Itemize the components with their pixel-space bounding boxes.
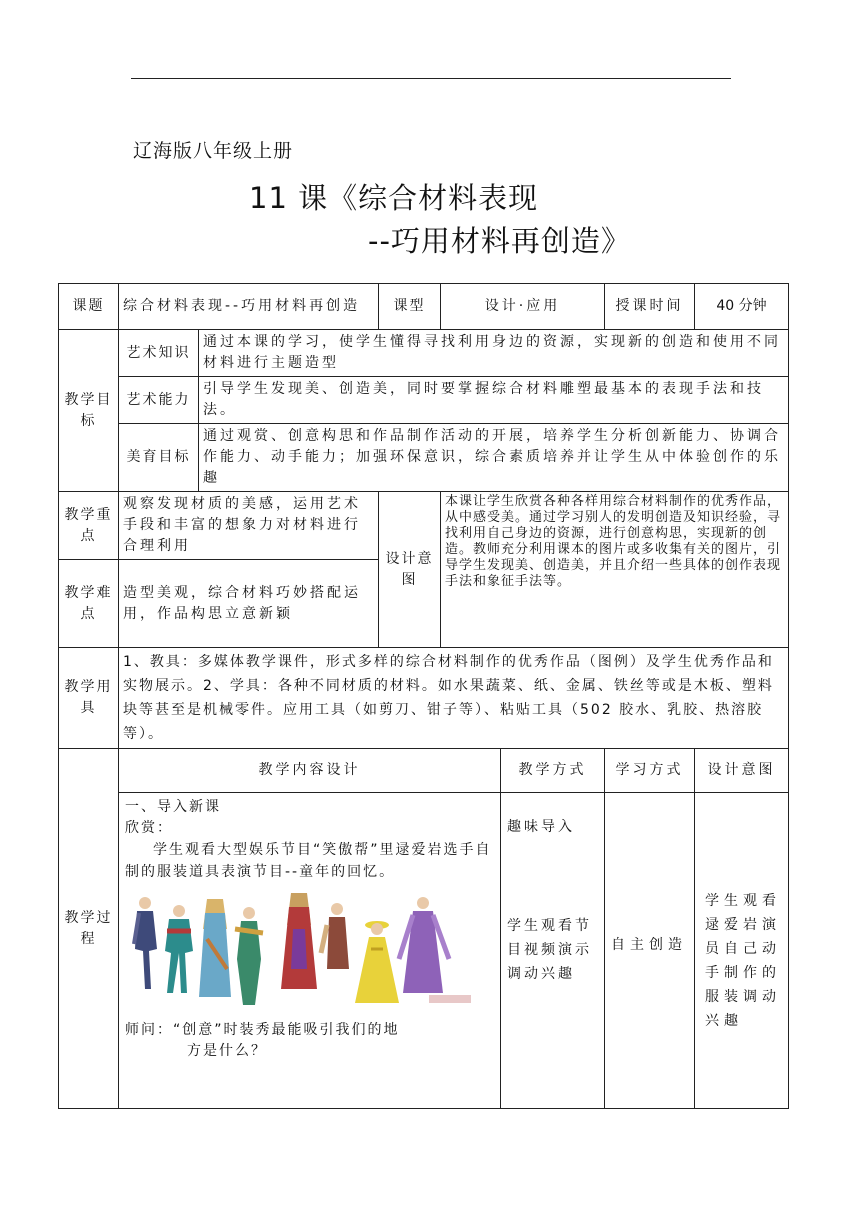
design-intent-label: 设计意图 bbox=[379, 492, 441, 648]
fashion-figure bbox=[165, 905, 193, 993]
tools-label: 教学用具 bbox=[59, 648, 119, 749]
content-cell bbox=[119, 793, 501, 1109]
objective-row bbox=[59, 330, 789, 377]
lesson-plan-table bbox=[58, 283, 789, 1109]
objective-row bbox=[59, 377, 789, 424]
objective-row bbox=[59, 424, 789, 492]
lesson-label: 课题 bbox=[59, 284, 119, 330]
fashion-sketch-illustration bbox=[131, 889, 475, 1007]
content-design-header: 教学内容设计 bbox=[119, 749, 501, 793]
fashion-figure bbox=[399, 897, 449, 993]
lesson-value: 综合材料表现--巧用材料再创造 bbox=[119, 284, 379, 330]
objective-label: 艺术能力 bbox=[119, 377, 199, 424]
method-item: 学生观看节目视频演示调动兴趣 bbox=[507, 918, 593, 982]
fashion-figure bbox=[355, 921, 399, 1003]
fashion-figure bbox=[321, 903, 349, 969]
tools-row bbox=[59, 648, 789, 749]
design-intent-text: 本课让学生欣赏各种各样用综合材料制作的优秀作品，从中感受美。通过学习别人的发明创造及知识经验，寻找利用自己身边的资源，进行创意构思，实现新的创造。教师充分利用课本的图片或多收集有关的图片，引导学生发现美、创造美，并且介绍一些具体的创作表现手法和象征手法等。 bbox=[441, 492, 789, 648]
process-header-row bbox=[59, 749, 789, 793]
type-value: 设计·应用 bbox=[441, 284, 605, 330]
method-cell bbox=[501, 793, 605, 1109]
study-item: 自主创造 bbox=[611, 937, 688, 953]
section-title: 一、导入新课 bbox=[125, 799, 221, 815]
fashion-figure bbox=[281, 893, 317, 989]
objective-label: 美育目标 bbox=[119, 424, 199, 492]
difficulties-label: 教学难点 bbox=[59, 560, 119, 648]
intent-cell bbox=[695, 793, 789, 1109]
key-points-label: 教学重点 bbox=[59, 492, 119, 560]
type-label: 课型 bbox=[379, 284, 441, 330]
objective-text: 通过本课的学习，使学生懂得寻找利用身边的资源，实现新的创造和使用不同材料进行主题造型 bbox=[199, 330, 789, 377]
fashion-figure bbox=[199, 899, 231, 997]
teacher-question-line-1: 师问：“创意”时装秀最能吸引我们的地 bbox=[125, 1022, 400, 1038]
objective-text: 通过观赏、创意构思和作品制作活动的开展，培养学生分析创新能力、协调合作能力、动手能力；加强环保意识，综合素质培养并让学生从中体验创作的乐趣 bbox=[199, 424, 789, 492]
objective-text: 引导学生发现美、创造美，同时要掌握综合材料雕塑最基本的表现手法和技法。 bbox=[199, 377, 789, 424]
appreciate-label: 欣赏： bbox=[125, 820, 173, 836]
process-label: 教学过程 bbox=[59, 749, 119, 1109]
edition-label: 辽海版八年级上册 bbox=[133, 140, 294, 162]
time-label: 授课时间 bbox=[605, 284, 695, 330]
info-row bbox=[59, 284, 789, 330]
top-rule bbox=[131, 78, 731, 79]
key-points-row bbox=[59, 492, 789, 560]
intro-paragraph: 学生观看大型娱乐节目“笑傲帮”里逯爱岩选手自制的服装道具表演节目--童年的回忆。 bbox=[125, 842, 492, 880]
method-item: 趣味导入 bbox=[507, 819, 576, 835]
lesson-title-line-2: --巧用材料再创造》 bbox=[368, 224, 631, 258]
intent-header: 设计意图 bbox=[695, 749, 789, 793]
process-content-row bbox=[59, 793, 789, 1109]
method-header: 教学方式 bbox=[501, 749, 605, 793]
study-cell bbox=[605, 793, 695, 1109]
objectives-label: 教学目标 bbox=[59, 330, 119, 492]
tools-text: 1、教具：多媒体教学课件，形式多样的综合材料制作的优秀作品（图例）及学生优秀作品和实物展示。2、学具：各种不同材质的材料。如水果蔬菜、纸、金属、铁丝等或是木板、塑料块等甚至是机械零件。应用工具（如剪刀、钳子等）、粘贴工具（502 胶水、乳胶、热溶胶等）。 bbox=[119, 648, 789, 749]
study-header: 学习方式 bbox=[605, 749, 695, 793]
key-points-text: 观察发现材质的美感，运用艺术手段和丰富的想象力对材料进行合理利用 bbox=[119, 492, 379, 560]
teacher-question-line-2: 方是什么？ bbox=[187, 1043, 267, 1059]
difficulties-text: 造型美观，综合材料巧妙搭配运用，作品构思立意新颖 bbox=[119, 560, 379, 648]
fashion-figure bbox=[235, 907, 263, 1005]
lesson-title-line-1: 11 课《综合材料表现 bbox=[249, 181, 539, 215]
intent-item: 学生观看逯爱岩演员自己动手制作的服装调动兴趣 bbox=[705, 893, 782, 1029]
objective-label: 艺术知识 bbox=[119, 330, 199, 377]
fashion-figure bbox=[134, 897, 157, 989]
time-value: 40 分钟 bbox=[695, 284, 789, 330]
